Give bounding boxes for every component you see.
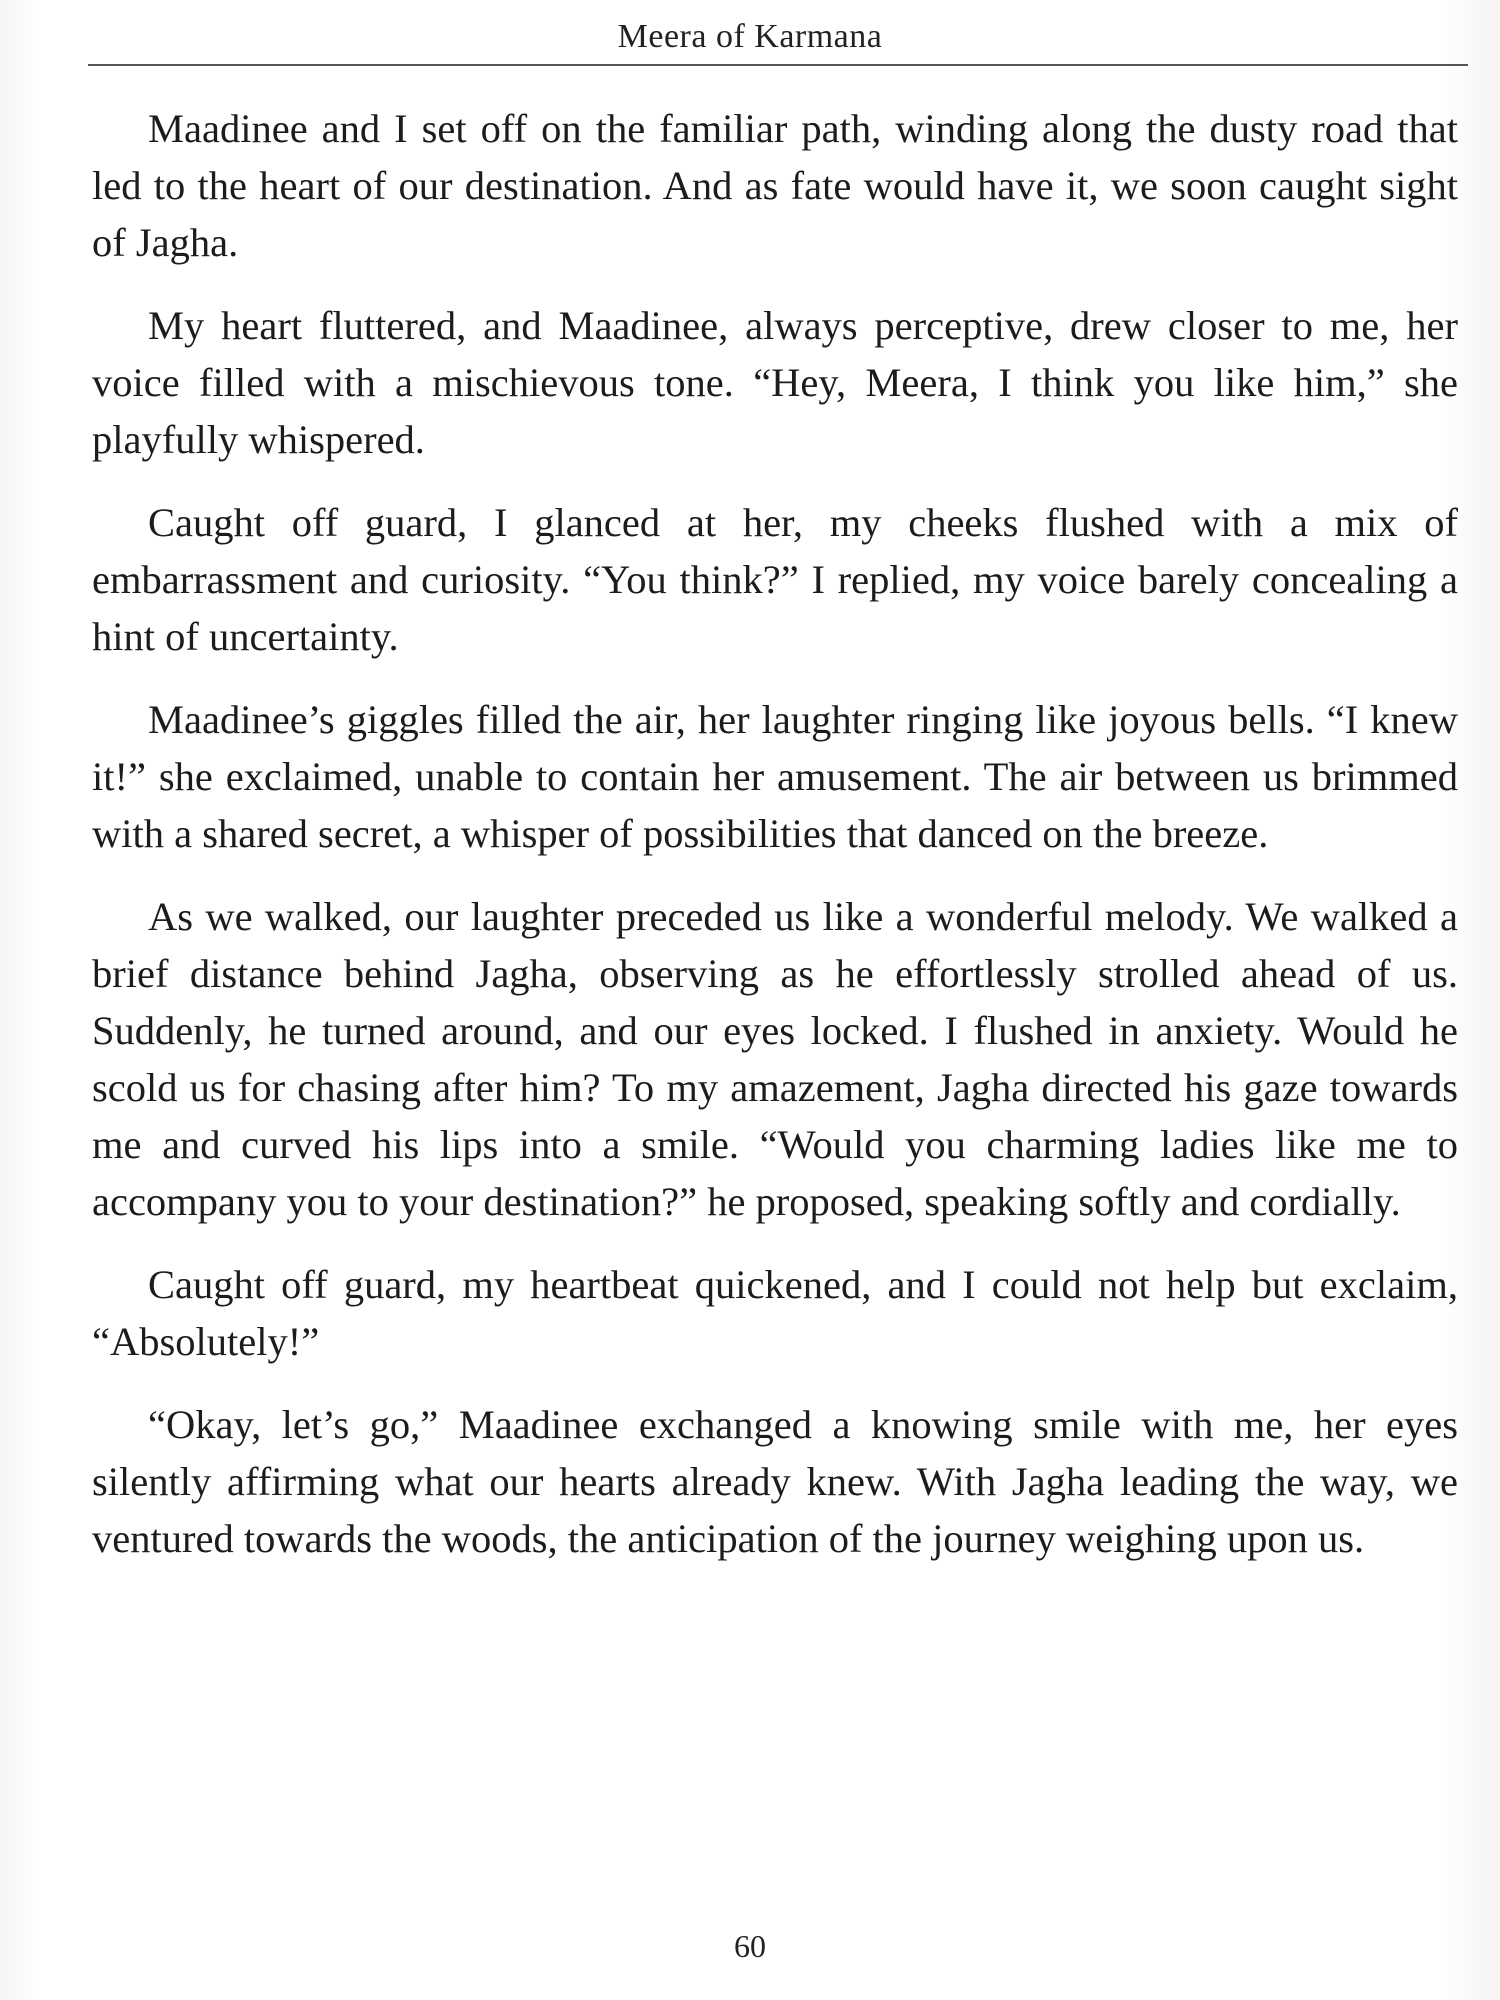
paragraph: My heart fluttered, and Maadinee, always perceptive, drew closer to me, her voice filled with a mischievous tone. “Hey, Meera, I think you like him,” she playfully whispered.: [92, 303, 1458, 462]
paragraph: Maadinee and I set off on the familiar path, winding along the dusty road that led to the heart of our destination. And as fate would have it, we soon caught sight of Jagha.: [92, 106, 1458, 265]
running-head: Meera of Karmana: [617, 18, 883, 55]
header-rule: [88, 64, 1468, 66]
page-number: 60: [734, 1928, 766, 1964]
paragraph: Caught off guard, my heartbeat quickened, and I could not help but exclaim, “Absolutely!”: [92, 1262, 1458, 1364]
paragraph: Maadinee’s giggles filled the air, her laughter ringing like joyous bells. “I knew it!” she exclaimed, unable to contain her amusement. The air between us brimmed with a shared secret, a whisper of possibilities that danced on the breeze.: [92, 697, 1458, 856]
body-text: [92, 100, 1458, 1593]
paragraph: As we walked, our laughter preceded us like a wonderful melody. We walked a brief distance behind Jagha, observing as he effortlessly strolled ahead of us. Suddenly, he turned around, and our eyes locked. I flushed in anxiety. Would he scold us for chasing after him? To my amazement, Jagha directed his gaze towards me and curved his lips into a smile. “Would you charming ladies like me to accompany you to your destination?” he proposed, speaking softly and cordially.: [92, 894, 1458, 1224]
paragraph: Caught off guard, I glanced at her, my cheeks flushed with a mix of embarrassment and curiosity. “You think?” I replied, my voice barely concealing a hint of uncertainty.: [92, 500, 1458, 659]
paragraph: “Okay, let’s go,” Maadinee exchanged a knowing smile with me, her eyes silently affirming what our hearts already knew. With Jagha leading the way, we ventured towards the woods, the anticipation of the journey weighing upon us.: [92, 1402, 1458, 1561]
